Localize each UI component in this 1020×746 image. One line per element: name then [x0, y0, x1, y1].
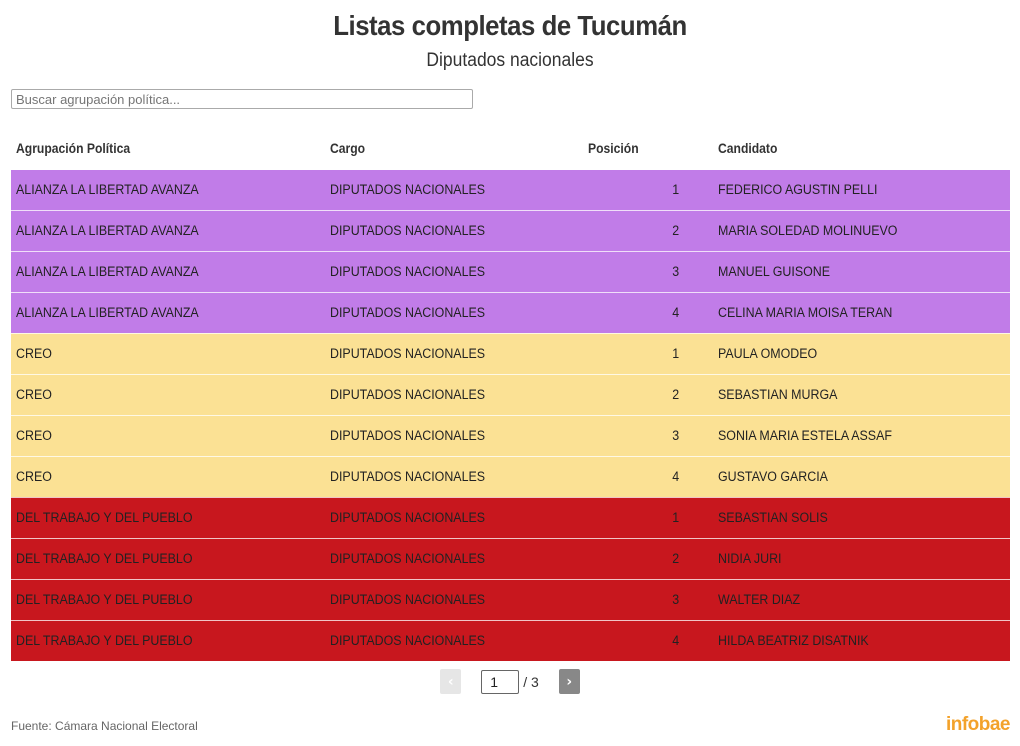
column-header-candidato[interactable]: Candidato: [713, 128, 1010, 169]
page-number-input[interactable]: [481, 670, 519, 694]
cell-posicion: 4: [583, 292, 713, 333]
cell-agrupacion: CREO: [11, 374, 325, 415]
cell-posicion: 3: [583, 251, 713, 292]
cell-agrupacion: DEL TRABAJO Y DEL PUEBLO: [11, 620, 325, 661]
cell-agrupacion: ALIANZA LA LIBERTAD AVANZA: [11, 251, 325, 292]
chart-subtitle: Diputados nacionales: [426, 50, 594, 71]
cell-posicion: 1: [583, 333, 713, 374]
cell-cargo: DIPUTADOS NACIONALES: [325, 169, 583, 210]
cell-cargo: DIPUTADOS NACIONALES: [325, 456, 583, 497]
cell-agrupacion: CREO: [11, 456, 325, 497]
cell-candidato: MARIA SOLEDAD MOLINUEVO: [713, 210, 1010, 251]
search-input[interactable]: [11, 89, 473, 109]
cell-posicion: 3: [583, 579, 713, 620]
cell-cargo: DIPUTADOS NACIONALES: [325, 292, 583, 333]
column-header-cargo[interactable]: Cargo: [325, 128, 583, 169]
cell-agrupacion: ALIANZA LA LIBERTAD AVANZA: [11, 210, 325, 251]
table-row: [11, 620, 1010, 661]
table-row: [11, 538, 1010, 579]
cell-agrupacion: ALIANZA LA LIBERTAD AVANZA: [11, 292, 325, 333]
cell-candidato: SEBASTIAN SOLIS: [713, 497, 1010, 538]
cell-posicion: 2: [583, 538, 713, 579]
table-row: [11, 333, 1010, 374]
cell-candidato: SONIA MARIA ESTELA ASSAF: [713, 415, 1010, 456]
table-row: [11, 169, 1010, 210]
cell-cargo: DIPUTADOS NACIONALES: [325, 620, 583, 661]
cell-candidato: GUSTAVO GARCIA: [713, 456, 1010, 497]
table-row: [11, 292, 1010, 333]
cell-cargo: DIPUTADOS NACIONALES: [325, 374, 583, 415]
page-total: / 3: [523, 673, 539, 690]
table-body: [11, 169, 1010, 661]
cell-posicion: 4: [583, 456, 713, 497]
cell-candidato: WALTER DIAZ: [713, 579, 1010, 620]
cell-cargo: DIPUTADOS NACIONALES: [325, 538, 583, 579]
cell-posicion: 1: [583, 497, 713, 538]
chart-title: Listas completas de Tucumán: [333, 10, 687, 41]
table-row: [11, 374, 1010, 415]
cell-agrupacion: DEL TRABAJO Y DEL PUEBLO: [11, 579, 325, 620]
table-row: [11, 415, 1010, 456]
pagination: [0, 669, 1020, 694]
source-note: Fuente: Cámara Nacional Electoral: [11, 719, 198, 733]
candidates-table: [11, 128, 1010, 662]
cell-cargo: DIPUTADOS NACIONALES: [325, 251, 583, 292]
cell-posicion: 1: [583, 169, 713, 210]
cell-cargo: DIPUTADOS NACIONALES: [325, 415, 583, 456]
cell-cargo: DIPUTADOS NACIONALES: [325, 497, 583, 538]
cell-posicion: 4: [583, 620, 713, 661]
cell-candidato: FEDERICO AGUSTIN PELLI: [713, 169, 1010, 210]
cell-candidato: PAULA OMODEO: [713, 333, 1010, 374]
cell-cargo: DIPUTADOS NACIONALES: [325, 210, 583, 251]
table-row: [11, 210, 1010, 251]
next-page-button[interactable]: ›: [559, 669, 580, 694]
cell-agrupacion: CREO: [11, 415, 325, 456]
cell-cargo: DIPUTADOS NACIONALES: [325, 333, 583, 374]
cell-posicion: 2: [583, 210, 713, 251]
table-header-row: [11, 128, 1010, 169]
cell-agrupacion: ALIANZA LA LIBERTAD AVANZA: [11, 169, 325, 210]
cell-candidato: HILDA BEATRIZ DISATNIK: [713, 620, 1010, 661]
cell-posicion: 3: [583, 415, 713, 456]
cell-candidato: CELINA MARIA MOISA TERAN: [713, 292, 1010, 333]
cell-agrupacion: DEL TRABAJO Y DEL PUEBLO: [11, 538, 325, 579]
column-header-posicion[interactable]: Posición: [583, 128, 713, 169]
cell-agrupacion: CREO: [11, 333, 325, 374]
cell-candidato: MANUEL GUISONE: [713, 251, 1010, 292]
prev-page-button[interactable]: ‹: [440, 669, 461, 694]
table-row: [11, 456, 1010, 497]
cell-candidato: SEBASTIAN MURGA: [713, 374, 1010, 415]
infobae-logo: infobae: [945, 714, 1010, 735]
cell-candidato: NIDIA JURI: [713, 538, 1010, 579]
table-row: [11, 251, 1010, 292]
cell-posicion: 2: [583, 374, 713, 415]
column-header-agrupacion[interactable]: Agrupación Política: [11, 128, 325, 169]
table-row: [11, 497, 1010, 538]
cell-agrupacion: DEL TRABAJO Y DEL PUEBLO: [11, 497, 325, 538]
cell-cargo: DIPUTADOS NACIONALES: [325, 579, 583, 620]
table-row: [11, 579, 1010, 620]
